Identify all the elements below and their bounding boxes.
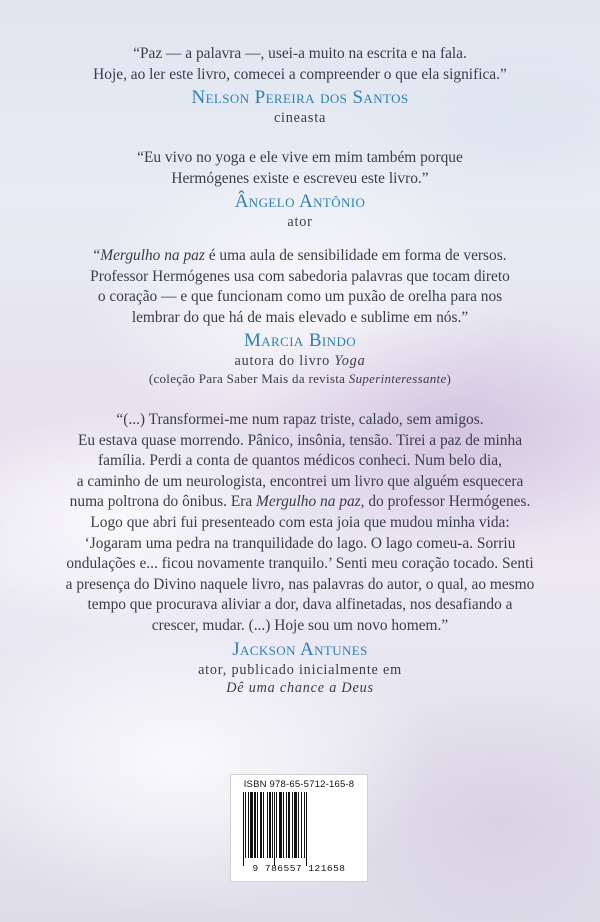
barcode-bar — [263, 792, 264, 858]
quote-author: Ângelo Antônio — [234, 191, 366, 213]
quote-line: , do professor Hermógenes. — [360, 493, 531, 511]
barcode-bar — [294, 792, 297, 858]
quote-line: “(...) Transformei-me num rapaz triste, calado, sem amigos. — [116, 411, 484, 428]
quote-line: Eu estava quase morrendo. Pânico, insônia, tensão. Tirei a paz de minha — [77, 431, 523, 449]
quote-author: Nelson Pereira dos Santos — [191, 87, 409, 109]
quote-line: a presença do Divino naquele livro, nas palavras do autor, o qual, ao mesmo — [65, 575, 535, 593]
quote-line: Logo que abri fui presenteado com esta joia que mudou minha vida: — [90, 513, 510, 531]
isbn-label: ISBN 978-65-5712-165-8 — [243, 779, 355, 790]
quote-block-1 — [30, 44, 570, 127]
barcode-bar — [288, 792, 290, 858]
barcode-bar — [269, 792, 271, 858]
book-title: Dê uma chance a Deus — [226, 679, 374, 696]
quote-block-4 — [30, 410, 570, 697]
quote-text — [30, 44, 570, 85]
author-role: ator — [287, 214, 313, 231]
note-text: ) — [446, 371, 452, 387]
quote-line: “Paz — a palavra —, usei-a muito na escrita e na fala. — [133, 45, 467, 62]
barcode-bar — [248, 792, 249, 858]
quote-author: Marcia Bindo — [243, 330, 357, 352]
book-title: Yoga — [334, 353, 366, 370]
barcode-bar — [292, 792, 293, 858]
barcode-bar — [304, 792, 305, 858]
quote-line: crescer, mudar. (...) Hoje sou um novo homem.” — [151, 616, 449, 634]
barcode-bar — [254, 792, 256, 858]
quote-line: família. Perdi a conta de quantos médicos conheci. Num belo dia, — [98, 452, 502, 470]
quote-author: Jackson Antunes — [232, 638, 368, 660]
book-title: Mergulho na paz — [100, 247, 205, 264]
barcode-bar — [267, 792, 268, 858]
barcode-bar — [298, 792, 299, 858]
quote-line: Hoje, ao ler este livro, comecei a compreender o que ela significa.” — [93, 65, 507, 83]
quote-block-3 — [30, 246, 570, 387]
quote-line: a caminho de um neurologista, encontrei um livro que alguém esquecera — [76, 472, 524, 490]
barcode-bar — [260, 792, 262, 858]
role-text: autora do livro — [234, 353, 335, 370]
quote-line: ‘Jogaram uma pedra na tranquilidade do lago. O lago comeu-a. Sorriu — [84, 534, 516, 552]
barcode-digits: 9 786557 121658 — [252, 863, 346, 874]
quote-line: numa poltrona do ônibus. Era — [69, 493, 257, 511]
barcode-bar — [276, 792, 277, 858]
barcode-bar — [279, 792, 282, 858]
barcode-bar — [250, 792, 253, 858]
author-role — [30, 352, 570, 370]
barcode-bar — [306, 792, 307, 866]
barcode-bar — [257, 792, 258, 858]
note-text: (coleção Para Saber Mais da revista — [148, 371, 349, 387]
barcode-bar — [286, 792, 287, 858]
barcode-bar — [274, 792, 275, 866]
quote-mark: “ — [93, 247, 101, 264]
author-role: ator, publicado inicialmente em — [198, 661, 402, 678]
book-title: Mergulho na paz — [256, 493, 361, 511]
quote-line: é uma aula de sensibilidade em forma de versos. — [204, 247, 507, 264]
author-role: cineasta — [273, 110, 327, 127]
barcode-bar — [245, 792, 246, 858]
author-role-note — [30, 370, 570, 387]
magazine-title: Superinteressante — [348, 371, 447, 387]
barcode-bar — [272, 792, 273, 858]
quote-line: Professor Hermógenes usa com sabedoria palavras que tocam direto — [90, 267, 510, 285]
quote-text — [30, 148, 570, 189]
quote-line: tempo que procurava aliviar a dor, dava alfinetadas, nos desafiando a — [87, 596, 513, 614]
quote-block-2 — [30, 148, 570, 231]
barcode-bar — [283, 792, 284, 858]
barcode-bar — [243, 792, 244, 866]
quote-line: lembrar do que há de mais elevado e sublime em nós.” — [131, 308, 469, 326]
quote-line: ondulações e... ficou novamente tranquilo.’ Senti meu coração tocado. Senti — [66, 555, 534, 573]
quote-text — [30, 246, 570, 328]
quote-text — [30, 410, 570, 637]
isbn-barcode — [230, 774, 368, 882]
barcode-bar — [301, 792, 302, 858]
quote-line: o coração — e que funcionam como um puxão de orelha para nos — [97, 288, 503, 306]
quote-line: Hermógenes existe e escreveu este livro.” — [171, 169, 429, 187]
quote-line: “Eu vivo no yoga e ele vive em mim também porque — [137, 149, 463, 166]
author-role-title — [30, 679, 570, 697]
barcode-bars — [243, 792, 355, 866]
